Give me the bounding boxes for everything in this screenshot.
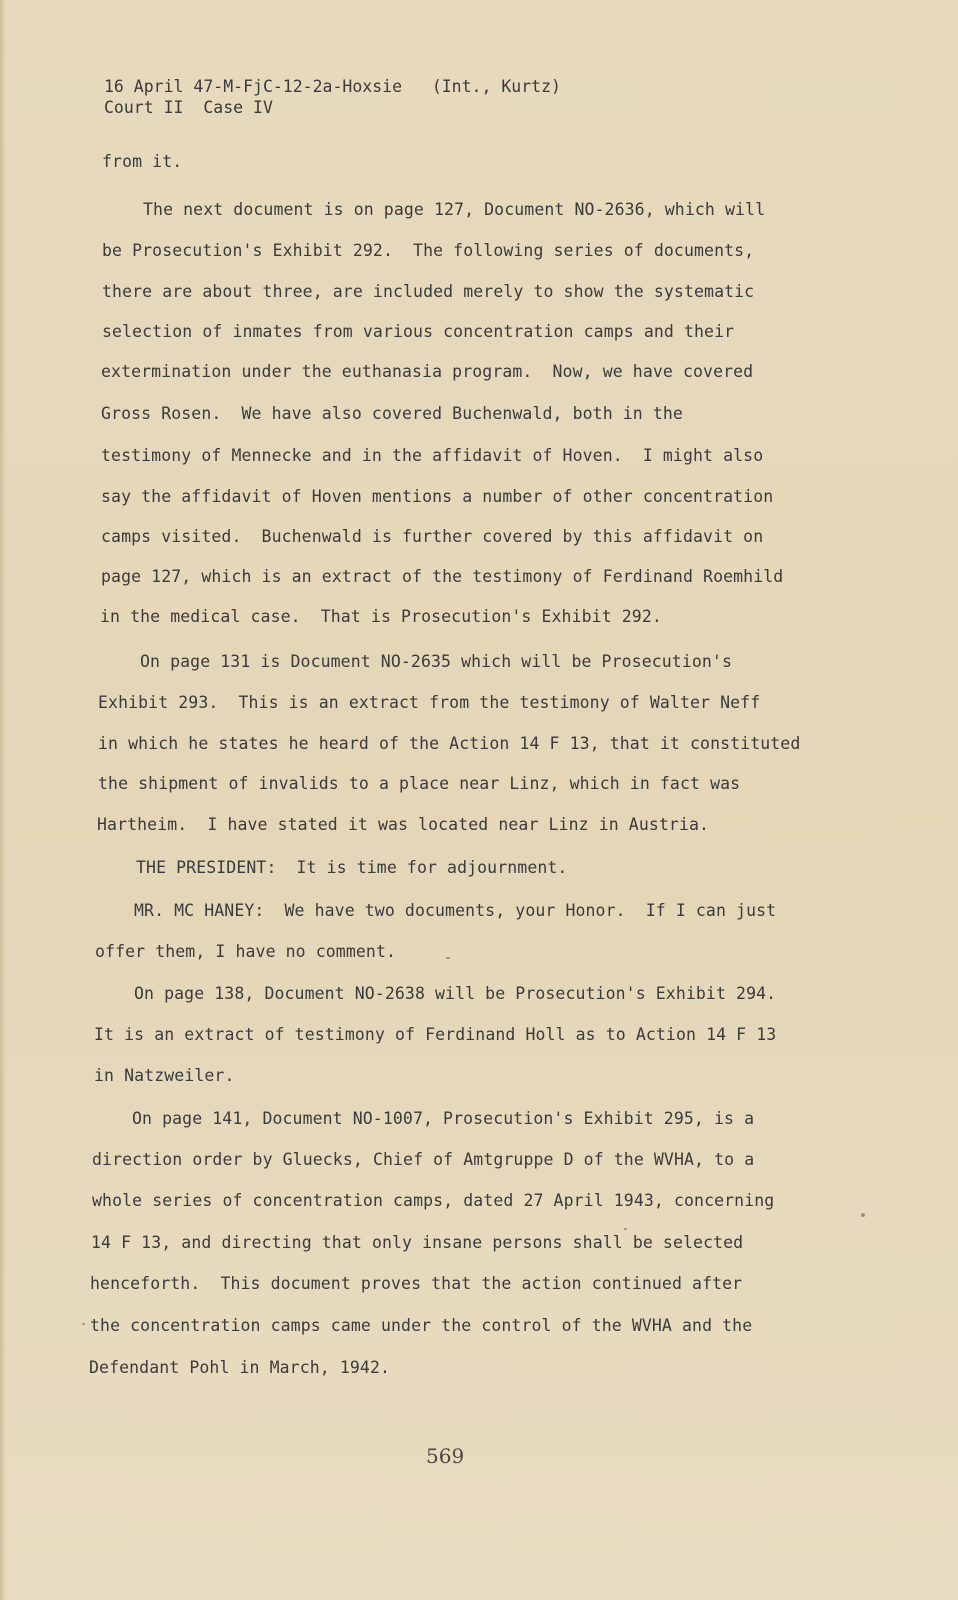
body-line: the concentration camps came under the control of the WVHA and the [90, 1316, 753, 1335]
document-header [104, 76, 561, 118]
body-line: whole series of concentration camps, dated 27 April 1943, concerning [92, 1191, 775, 1210]
paper-speck [861, 1213, 865, 1217]
body-line: from it. [102, 152, 183, 171]
paper-speck [82, 1323, 85, 1325]
body-line: in the medical case. That is Prosecution's Exhibit 292. [100, 607, 662, 626]
body-line: Defendant Pohl in March, 1942. [89, 1358, 391, 1377]
body-line: On page 138, Document NO-2638 will be Prosecution's Exhibit 294. [134, 984, 777, 1003]
body-line: MR. MC HANEY: We have two documents, your Honor. If I can just [134, 901, 777, 920]
paper-speck [624, 1228, 627, 1230]
body-line: there are about three, are included merely to show the systematic [102, 282, 755, 301]
body-line: Gross Rosen. We have also covered Buchenwald, both in the [101, 404, 683, 423]
body-line: camps visited. Buchenwald is further covered by this affidavit on [101, 527, 764, 546]
body-line: the shipment of invalids to a place near Linz, which in fact was [98, 774, 741, 793]
body-line: in Natzweiler. [94, 1066, 235, 1085]
page-number: 569 [426, 1444, 465, 1468]
body-line: On page 131 is Document NO-2635 which will be Prosecution's [140, 652, 732, 671]
body-line: offer them, I have no comment. [95, 942, 397, 961]
header-line-2: Court II Case IV [104, 98, 273, 117]
body-line: THE PRESIDENT: It is time for adjournment. [136, 858, 568, 877]
paper-speck [446, 957, 450, 959]
body-line: say the affidavit of Hoven mentions a number of other concentration [101, 487, 774, 506]
body-line: Hartheim. I have stated it was located near Linz in Austria. [97, 815, 710, 834]
body-line: On page 141, Document NO-1007, Prosecution's Exhibit 295, is a [132, 1109, 755, 1128]
body-line: selection of inmates from various concentration camps and their [102, 322, 735, 341]
body-line: be Prosecution's Exhibit 292. The following series of documents, [102, 241, 755, 260]
body-line: page 127, which is an extract of the testimony of Ferdinand Roemhild [101, 567, 784, 586]
body-line: direction order by Gluecks, Chief of Amtgruppe D of the WVHA, to a [92, 1150, 755, 1169]
body-line: 14 F 13, and directing that only insane persons shall be selected [91, 1233, 744, 1252]
header-line-1: 16 April 47-M-FjC-12-2a-Hoxsie (Int., Kurtz) [104, 77, 561, 96]
body-line: testimony of Mennecke and in the affidavit of Hoven. I might also [101, 446, 764, 465]
body-line: Exhibit 293. This is an extract from the testimony of Walter Neff [98, 693, 761, 712]
body-line: extermination under the euthanasia program. Now, we have covered [101, 362, 754, 381]
body-line: in which he states he heard of the Action 14 F 13, that it constituted [98, 734, 801, 753]
body-line: It is an extract of testimony of Ferdinand Holl as to Action 14 F 13 [94, 1025, 777, 1044]
body-line: The next document is on page 127, Document NO-2636, which will [143, 200, 766, 219]
body-line: henceforth. This document proves that the action continued after [90, 1274, 743, 1293]
